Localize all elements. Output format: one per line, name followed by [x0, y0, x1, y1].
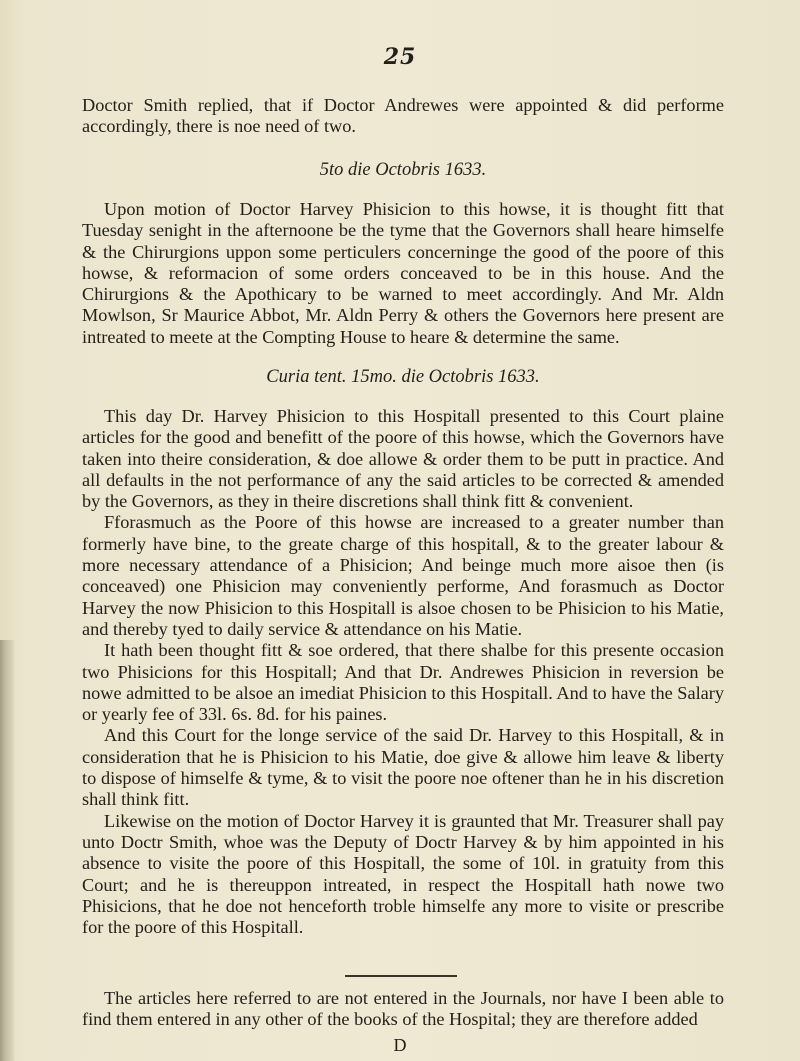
- opening-text: [82, 95, 724, 138]
- page-number: 25: [383, 44, 417, 70]
- editor-note: [82, 988, 724, 1031]
- paragraph-note: The articles here referred to are not entered in the Journals, nor have I been able to find them entered in any other of the books of the Hospital; they are therefore added: [82, 988, 724, 1030]
- paragraph-1: Upon motion of Doctor Harvey Phisicion to this howse, it is thought fitt that Tuesday senight in the afternoone be the tyme that the Governors shall heare himselfe & the Chirurgions uppon some perticulers concerninge the good of the poore of this howse, & reformacion of some orders conceaved to be in this house. And the Chirurgions & the Apothicary to be warned to meet accordingly. And Mr. Aldn Mowlson, Sr Maurice Abbot, Mr. Aldn Perry & others the Governors here present are intreated to meete at the Compting House to heare & determine the same.: [82, 199, 724, 347]
- minute-2: [82, 406, 724, 938]
- date-heading-2: Curia tent. 15mo. die Octobris 1633.: [266, 367, 540, 387]
- section-divider: [345, 975, 457, 977]
- binding-shadow: [0, 640, 14, 1061]
- paragraph-3: Fforasmuch as the Poore of this howse are increased to a greater number than formerly have bine, to the greate charge of this hospitall, & to the greater labour & more necessary attendance of a Phisicion; And beinge much more aisoe then (is conceaved) one Phisicion may conveniently performe, And forasmuch as Doctor Harvey the now Phisicion to this Hospitall is alsoe chosen to be Phisicion to his Matie, and thereby tyed to daily service & attendance on his Matie.: [82, 512, 724, 639]
- paragraph-opening: Doctor Smith replied, that if Doctor Andrewes were appointed & did performe accordingly, there is noe need of two.: [82, 95, 724, 137]
- paragraph-2: This day Dr. Harvey Phisicion to this Hospitall presented to this Court plaine articles for the good and benefitt of the poore of this howse, which the Governors have taken into theire consideration, & doe allowe & order them to be putt in practice. And all defaults in the not performance of any the said articles to be corrected & amended by the Governors, as they in theire discretions shall think fitt & convenient.: [82, 406, 724, 512]
- paragraph-4: It hath been thought fitt & soe ordered, that there shalbe for this presente occasion two Phisicions for this Hospitall; And that Dr. Andrewes Phisicion in reversion be nowe admitted to be alsoe an imediat Phisicion to this Hospitall. And to have the Salary or yearly fee of 33l. 6s. 8d. for his paines.: [82, 640, 724, 725]
- signature-mark: D: [393, 1035, 407, 1055]
- date-heading-1: 5to die Octobris 1633.: [319, 160, 487, 180]
- paragraph-5: And this Court for the longe service of the said Dr. Harvey to this Hospitall, & in consideration that he is Phisicion to his Matie, doe give & allowe him leave & liberty to dispose of himselfe & tyme, & to visit the poore noe oftener than he in his discretion shall think fitt.: [82, 725, 724, 810]
- minute-1: [82, 199, 724, 348]
- paragraph-6: Likewise on the motion of Doctor Harvey it is graunted that Mr. Treasurer shall pay unto Doctr Smith, whoe was the Deputy of Doctr Harvey & by him appointed in his absence to visite the poore of this Hospitall, the some of 10l. in gratuity from this Court; and he is thereuppon intreated, in respect the Hospitall hath nowe two Phisicions, that he doe not henceforth troble himselfe any more to visite or prescribe for the poore of this Hospitall.: [82, 810, 724, 938]
